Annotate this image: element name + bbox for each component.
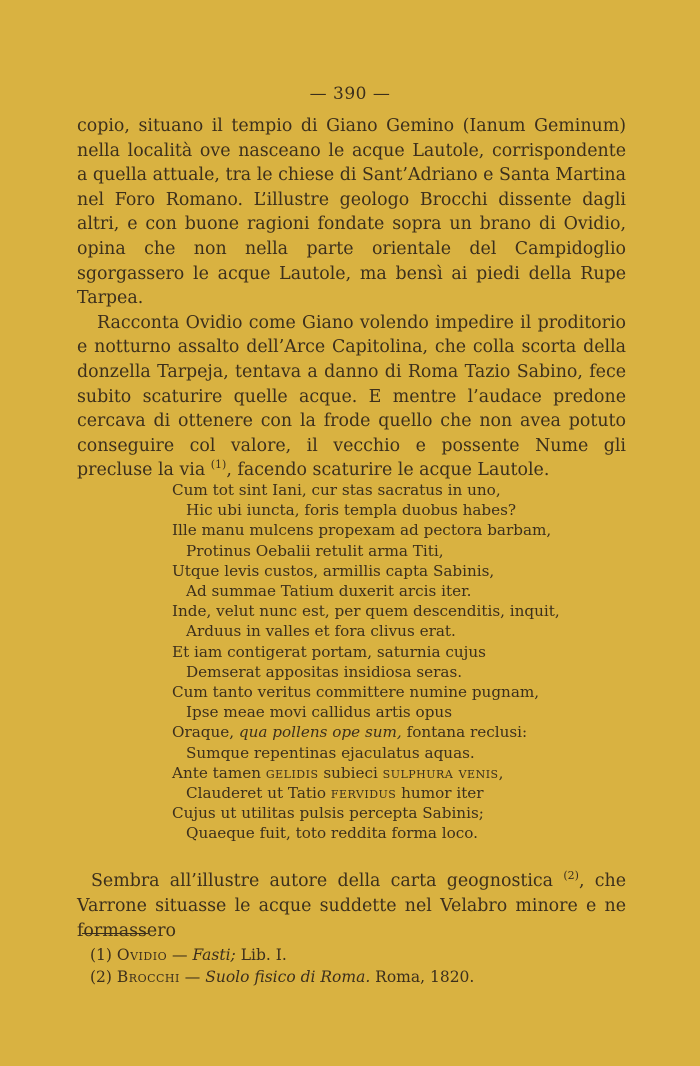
verse-6: Ad summae Tatium duxerit arcis iter. <box>186 582 472 601</box>
verse-15-part: subieci <box>318 763 383 782</box>
paragraph-3-text-end: , che Varrone situasse le acque suddette nel Velabro minore e ne formassero <box>77 871 626 941</box>
verse-16-smallcaps: fervidus <box>330 784 397 803</box>
footnote-title: Fasti; <box>192 946 236 964</box>
verse-4: Protinus Oebalii retulit arma Titi, <box>186 541 444 560</box>
footnote-2 <box>90 967 610 989</box>
paragraph-3-text: Sembra all’illustre autore della carta geognostica <box>91 871 554 891</box>
footnote-rest: Lib. I. <box>235 946 287 964</box>
page-number: — 390 — <box>309 84 391 104</box>
footnote-title: Suolo fisico di Roma. <box>205 967 371 986</box>
footnote-author: Brocchi <box>116 967 180 986</box>
verse-15 <box>172 763 572 783</box>
verse-17: Cujus ut utilitas pulsis percepta Sabinis; <box>172 804 484 823</box>
verse-16-part: Clauderet ut Tatio <box>186 784 331 803</box>
verse-14: Sumque repentinas ejaculatus aquas. <box>186 743 475 762</box>
verse-10: Demserat appositas insidiosa seras. <box>186 662 463 681</box>
verse-11: Cum tanto veritus committere numine pugnam, <box>172 683 540 702</box>
footnote-divider <box>82 933 148 934</box>
paragraph-1: copio, situano il tempio di Giano Gemino (Ianum Geminum) nella località ove nasceano le acque Lautole, corrispondente a quella attuale, tra le chiese di Sant’Adriano e Santa Martina nel Foro Romano. L’illustre geologo Brocchi dissente dagli altri, e con buone ragioni fondate sopra un brano di Ovidio, opina che non nella parte orientale del Campidoglio sgorgassero le acque Lautole, ma bensì ai piedi della Rupe Tarpea. <box>77 116 626 309</box>
verse-15-part: Ante tamen <box>172 763 266 782</box>
footnotes <box>90 945 610 988</box>
verse-9: Et iam contigerat portam, saturnia cujus <box>172 642 486 661</box>
verse-1: Cum tot sint Iani, cur stas sacratus in uno, <box>172 481 501 499</box>
latin-poem <box>172 480 572 844</box>
verse-8: Arduus in valles et fora clivus erat. <box>186 622 456 641</box>
verse-13 <box>172 722 572 742</box>
footnote-dash: — <box>167 946 193 964</box>
footnote-number: (1) <box>90 946 112 964</box>
verse-3: Ille manu mulcens propexam ad pectora barbam, <box>172 521 552 540</box>
verse-15-smallcaps: sulphura venis, <box>382 763 504 782</box>
footnote-author: Ovidio <box>116 946 168 964</box>
footnote-ref-2: (2) <box>563 869 579 883</box>
paragraph-2-text-end: , facendo scaturire le acque Lautole. <box>226 460 550 481</box>
verse-18: Quaeque fuit, toto reddita forma loco. <box>186 824 478 843</box>
footnote-rest: Roma, 1820. <box>370 967 475 986</box>
verse-5: Utque levis custos, armillis capta Sabinis, <box>172 561 495 580</box>
verse-2: Hic ubi iuncta, foris templa duobus habes? <box>186 501 517 520</box>
verse-16 <box>172 783 572 803</box>
verse-13-italic: qua pollens ope sum, <box>238 723 402 742</box>
verse-13-part: fontana reclusi: <box>401 723 528 742</box>
verse-7: Inde, velut nunc est, per quem descenditis, inquit, <box>172 602 560 621</box>
main-text <box>77 114 626 483</box>
verse-12: Ipse meae movi callidus artis opus <box>186 703 452 722</box>
verse-15-smallcaps: gelidis <box>265 763 319 782</box>
footnote-dash: — <box>179 967 206 986</box>
paragraph-2-text: Racconta Ovidio come Giano volendo impedire il proditorio e notturno assalto dell’Arce Capitolina, che colla scorta della donzella Tarpeja, tentava a danno di Roma Tazio Sabino, fece subito scaturire quelle acque. E mentre l’audace predone cercava di ottenere con la frode quello che non avea potuto conseguire col valore, il vecchio e possente Nume gli precluse la via <box>77 312 626 481</box>
closing-text <box>77 869 626 944</box>
verse-16-part: humor iter <box>396 784 484 803</box>
footnote-1 <box>90 945 610 967</box>
footnote-number: (2) <box>90 967 112 986</box>
paragraph-3 <box>77 869 626 944</box>
paragraph-2 <box>77 311 626 483</box>
verse-13-part: Oraque, <box>172 723 239 742</box>
footnote-ref-1: (1) <box>210 458 227 472</box>
